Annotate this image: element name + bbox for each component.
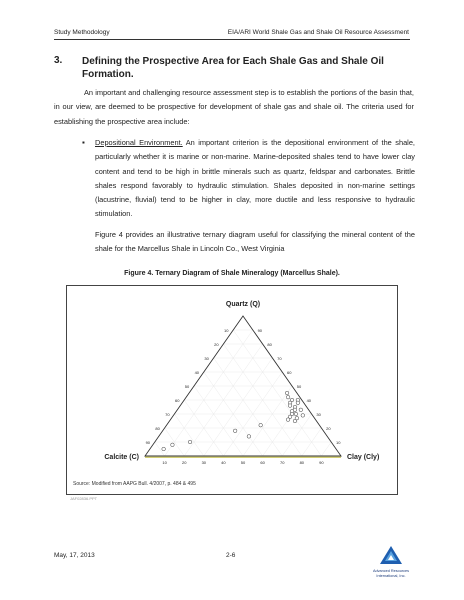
company-logo [366, 546, 416, 579]
grid-line-clay [243, 386, 292, 456]
right-edge-tick-label: 10 [335, 440, 341, 445]
right-edge-tick-label: 80 [267, 342, 272, 347]
data-point [247, 435, 251, 439]
data-point [233, 429, 237, 433]
grid-line-clay [165, 330, 253, 456]
grid-line-clay [204, 358, 273, 456]
grid-line-calcite [194, 386, 243, 456]
bottom-edge-tick-label: 70 [279, 460, 285, 465]
data-point [286, 418, 290, 422]
left-edge-tick-label: 80 [155, 426, 160, 431]
right-edge-tick-label: 40 [306, 398, 312, 403]
left-edge-tick-label: 40 [194, 370, 200, 375]
left-edge-tick-label: 30 [204, 356, 209, 361]
data-point [294, 412, 298, 416]
figure-box [66, 285, 398, 495]
left-edge-tick-label: 70 [165, 412, 170, 417]
left-edge-tick-label: 50 [184, 384, 190, 389]
data-point [171, 443, 175, 447]
bottom-edge-tick-label: 30 [201, 460, 207, 465]
apex-label-calcite: Calcite (C) [104, 454, 139, 461]
right-edge-tick-label: 60 [286, 370, 292, 375]
header-rule [54, 39, 410, 40]
grid-line-calcite [233, 330, 321, 456]
figure-paragraph: Figure 4 provides an illustrative ternary diagram useful for classifying the mineral content of the shale for the Marcellus Shale in Lincoln Co., West Virginia [95, 230, 415, 254]
grid-line-calcite [214, 358, 283, 456]
left-edge-tick-label: 10 [223, 328, 229, 333]
logo-line-2: International, Inc. [376, 574, 406, 578]
data-point [286, 395, 290, 399]
bullet-marker: ▪ [82, 138, 85, 147]
right-edge-tick-label: 70 [277, 356, 282, 361]
bottom-edge-tick-label: 50 [240, 460, 246, 465]
bullet-text: An important criterion is the depositional environment of the shale, particularly whether it is marine or non-marine. Marine-deposited shales tend to have lower clay content and tend to be high in brittle minerals such as quartz, feldspar and carbonates. Brittle shales respond favorably to hydraulic stimulation. Shales deposited in non-marine settings (lacustrine, fluvial) tend to be higher in clay, more ductile and less responsive to hydraulic stimulation. [95, 138, 415, 219]
figure-file-code: JAF02836.PPT [70, 496, 98, 501]
data-point [296, 401, 300, 405]
bottom-edge-tick-label: 90 [319, 460, 324, 465]
data-point [288, 404, 292, 408]
header-right: EIA/ARI World Shale Gas and Shale Oil Resource Assessment [227, 29, 409, 36]
left-edge-tick-label: 20 [214, 342, 219, 347]
apex-label-quartz: Quartz (Q) [225, 301, 261, 308]
bullet-heading: Depositional Environment. [95, 138, 183, 147]
header-left: Study Methodology [54, 29, 110, 36]
data-point [285, 391, 289, 395]
right-edge-tick-label: 30 [316, 412, 321, 417]
bottom-edge-tick-label: 10 [162, 460, 167, 465]
logo-mark-icon [380, 546, 402, 564]
right-edge-tick-label: 20 [326, 426, 331, 431]
intro-paragraph: An important and challenging resource assessment step is to establish the portions of the basin that, in our view, are deemed to be prospective for development of shale gas and shale oil. The criteria used for establishing the prospective area include: [54, 88, 414, 126]
right-edge-tick-label: 90 [257, 328, 263, 333]
data-point [299, 408, 303, 412]
bottom-edge-tick-label: 20 [181, 460, 187, 465]
figure-source: Source: Modified from AAPG Bull. 4/2007, p. 484 & 495 [73, 481, 196, 487]
logo-line-1: Advanced Resources [372, 569, 410, 573]
ternary-diagram [67, 286, 397, 494]
data-point [301, 414, 305, 418]
bottom-edge-tick-label: 40 [221, 460, 226, 465]
data-point [188, 440, 192, 444]
apex-label-clay: Clay (Cly) [347, 454, 380, 461]
data-point [162, 447, 166, 451]
section-title: Defining the Prospective Area for Each Shale Gas and Shale Oil Formation. [82, 56, 384, 80]
footer-page-number: 2-6 [226, 552, 236, 559]
data-point [259, 423, 263, 427]
grid-line-calcite [174, 414, 203, 456]
left-edge-tick-label: 60 [174, 398, 180, 403]
footer-date: May, 17, 2013 [54, 552, 95, 559]
left-edge-tick-label: 90 [145, 440, 151, 445]
bullet-paragraph [95, 136, 415, 222]
bottom-edge-tick-label: 60 [260, 460, 265, 465]
right-edge-tick-label: 50 [296, 384, 302, 389]
figure-caption: Figure 4. Ternary Diagram of Shale Mineralogy (Marcellus Shale). [124, 270, 340, 277]
section-number: 3. [54, 55, 63, 66]
data-point [293, 419, 297, 423]
grid-line-clay [321, 442, 331, 456]
bottom-edge-tick-label: 80 [299, 460, 305, 465]
